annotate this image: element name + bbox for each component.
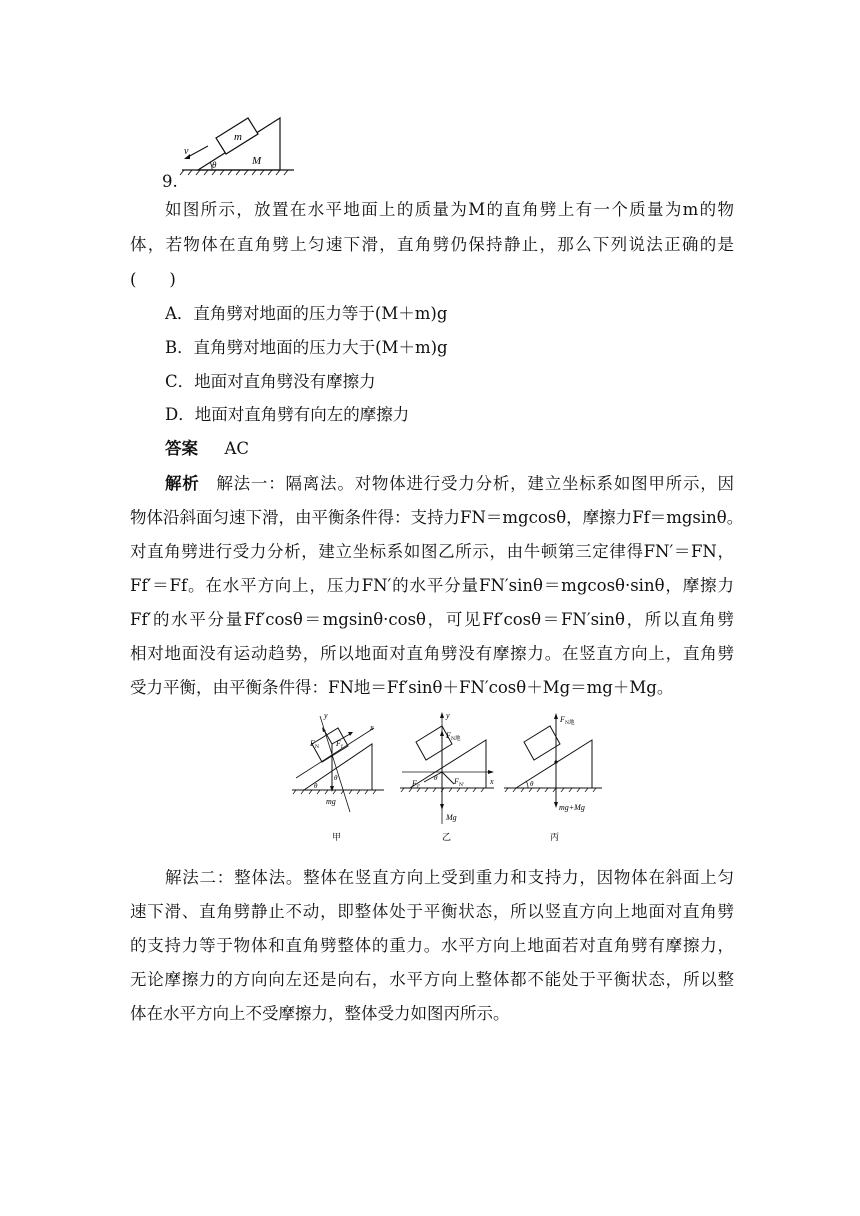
svg-text:mg: mg: [326, 797, 336, 806]
force-diagrams: [288, 712, 608, 844]
question-number: 9.: [162, 172, 178, 191]
svg-text:F: F: [560, 715, 565, 724]
svg-text:θ: θ: [334, 774, 338, 782]
option-b: B．直角劈对地面的压力大于(M＋m)g: [165, 338, 448, 357]
caption-jia: 甲: [332, 832, 342, 842]
svg-text:F: F: [412, 779, 417, 788]
option-a: A．直角劈对地面的压力等于(M＋m)g: [165, 304, 448, 323]
svg-text:F: F: [454, 777, 459, 786]
label-m: m: [234, 131, 242, 143]
svg-text:F: F: [336, 739, 341, 748]
svg-text:N: N: [315, 744, 319, 750]
analysis-line-5: Ff′的水平分量Ff′cosθ＝mgsinθ·cosθ，可见Ff′cosθ＝FN′sinθ，所以直角劈: [130, 610, 734, 629]
diagram-bing: [504, 713, 602, 842]
analysis-line-7: 受力平衡，由平衡条件得：FN地＝Ff′sinθ＋FN′cosθ＋Mg＝mg＋Mg。: [130, 678, 674, 697]
caption-yi: 乙: [442, 832, 452, 842]
analysis-line-3: 对直角劈进行受力分析，建立坐标系如图乙所示，由牛顿第三定律得FN′＝FN，: [130, 542, 734, 561]
analysis-text-1: 解法一：隔离法。对物体进行受力分析，建立坐标系如图甲所示，因: [215, 474, 734, 493]
caption-bing: 丙: [550, 832, 560, 842]
label-M: M: [252, 155, 262, 167]
diagram-jia: [292, 712, 384, 842]
question-stem-2: 体，若物体在直角劈上匀速下滑，直角劈仍保持静止，那么下列说法正确的是: [130, 235, 734, 254]
answer-label: 答案: [165, 439, 198, 458]
method2-line-3: 的支持力等于物体和直角劈整体的重力。水平方向上地面若对直角劈有摩擦力，: [130, 936, 734, 955]
svg-text:f′: f′: [417, 784, 421, 790]
option-d: D．地面对直角劈有向左的摩擦力: [165, 405, 410, 424]
answer-line: [165, 439, 734, 459]
label-v: v: [184, 146, 189, 157]
question-stem-3: ( ): [130, 270, 176, 289]
svg-text:x: x: [490, 777, 494, 786]
svg-text:mg+Mg: mg+Mg: [559, 803, 585, 812]
svg-text:θ: θ: [530, 780, 534, 788]
analysis-line-2: 物体沿斜面匀速下滑，由平衡条件得：支持力FN＝mgcosθ，摩擦力Ff＝mgsinθ。: [130, 508, 744, 527]
svg-text:θ: θ: [434, 774, 438, 782]
analysis-line-1: [165, 474, 734, 494]
svg-text:θ: θ: [314, 782, 318, 790]
method2-line-5: 体在水平方向上不受摩擦力，整体受力如图丙所示。: [130, 1004, 510, 1023]
question-stem-1: 如图所示，放置在水平地面上的质量为M的直角劈上有一个质量为m的物: [165, 200, 734, 219]
svg-text:F: F: [446, 731, 451, 740]
analysis-label: 解析: [165, 474, 200, 493]
svg-text:y: y: [446, 712, 450, 720]
wedge-figure: [178, 110, 298, 176]
analysis-line-6: 相对地面没有运动趋势，所以地面对直角劈没有摩擦力。在竖直方向上，直角劈: [130, 644, 734, 663]
svg-text:Mg: Mg: [446, 813, 457, 822]
answer-value: AC: [224, 439, 250, 458]
svg-text:f: f: [341, 744, 343, 750]
method2-line-2: 速下滑、直角劈静止不动，即整体处于平衡状态，所以竖直方向上地面对直角劈: [130, 902, 734, 921]
diagram-yi: [400, 712, 494, 842]
svg-text:N地: N地: [451, 736, 461, 742]
method2-line-4: 无论摩擦力的方向向左还是向右，水平方向上整体都不能处于平衡状态，所以整: [130, 970, 734, 989]
label-theta: θ: [212, 160, 217, 170]
method2-line-1: 解法二：整体法。整体在竖直方向上受到重力和支持力，因物体在斜面上匀: [165, 868, 734, 887]
svg-text:y: y: [324, 712, 328, 720]
option-c: C．地面对直角劈没有摩擦力: [165, 372, 376, 391]
svg-text:N地: N地: [565, 720, 575, 726]
svg-text:N′: N′: [459, 782, 465, 788]
svg-text:x: x: [370, 723, 374, 732]
svg-text:F: F: [310, 739, 315, 748]
analysis-line-4: Ff′＝Ff。在水平方向上，压力FN′的水平分量FN′sinθ＝mgcosθ·sinθ，摩擦力: [130, 576, 734, 595]
